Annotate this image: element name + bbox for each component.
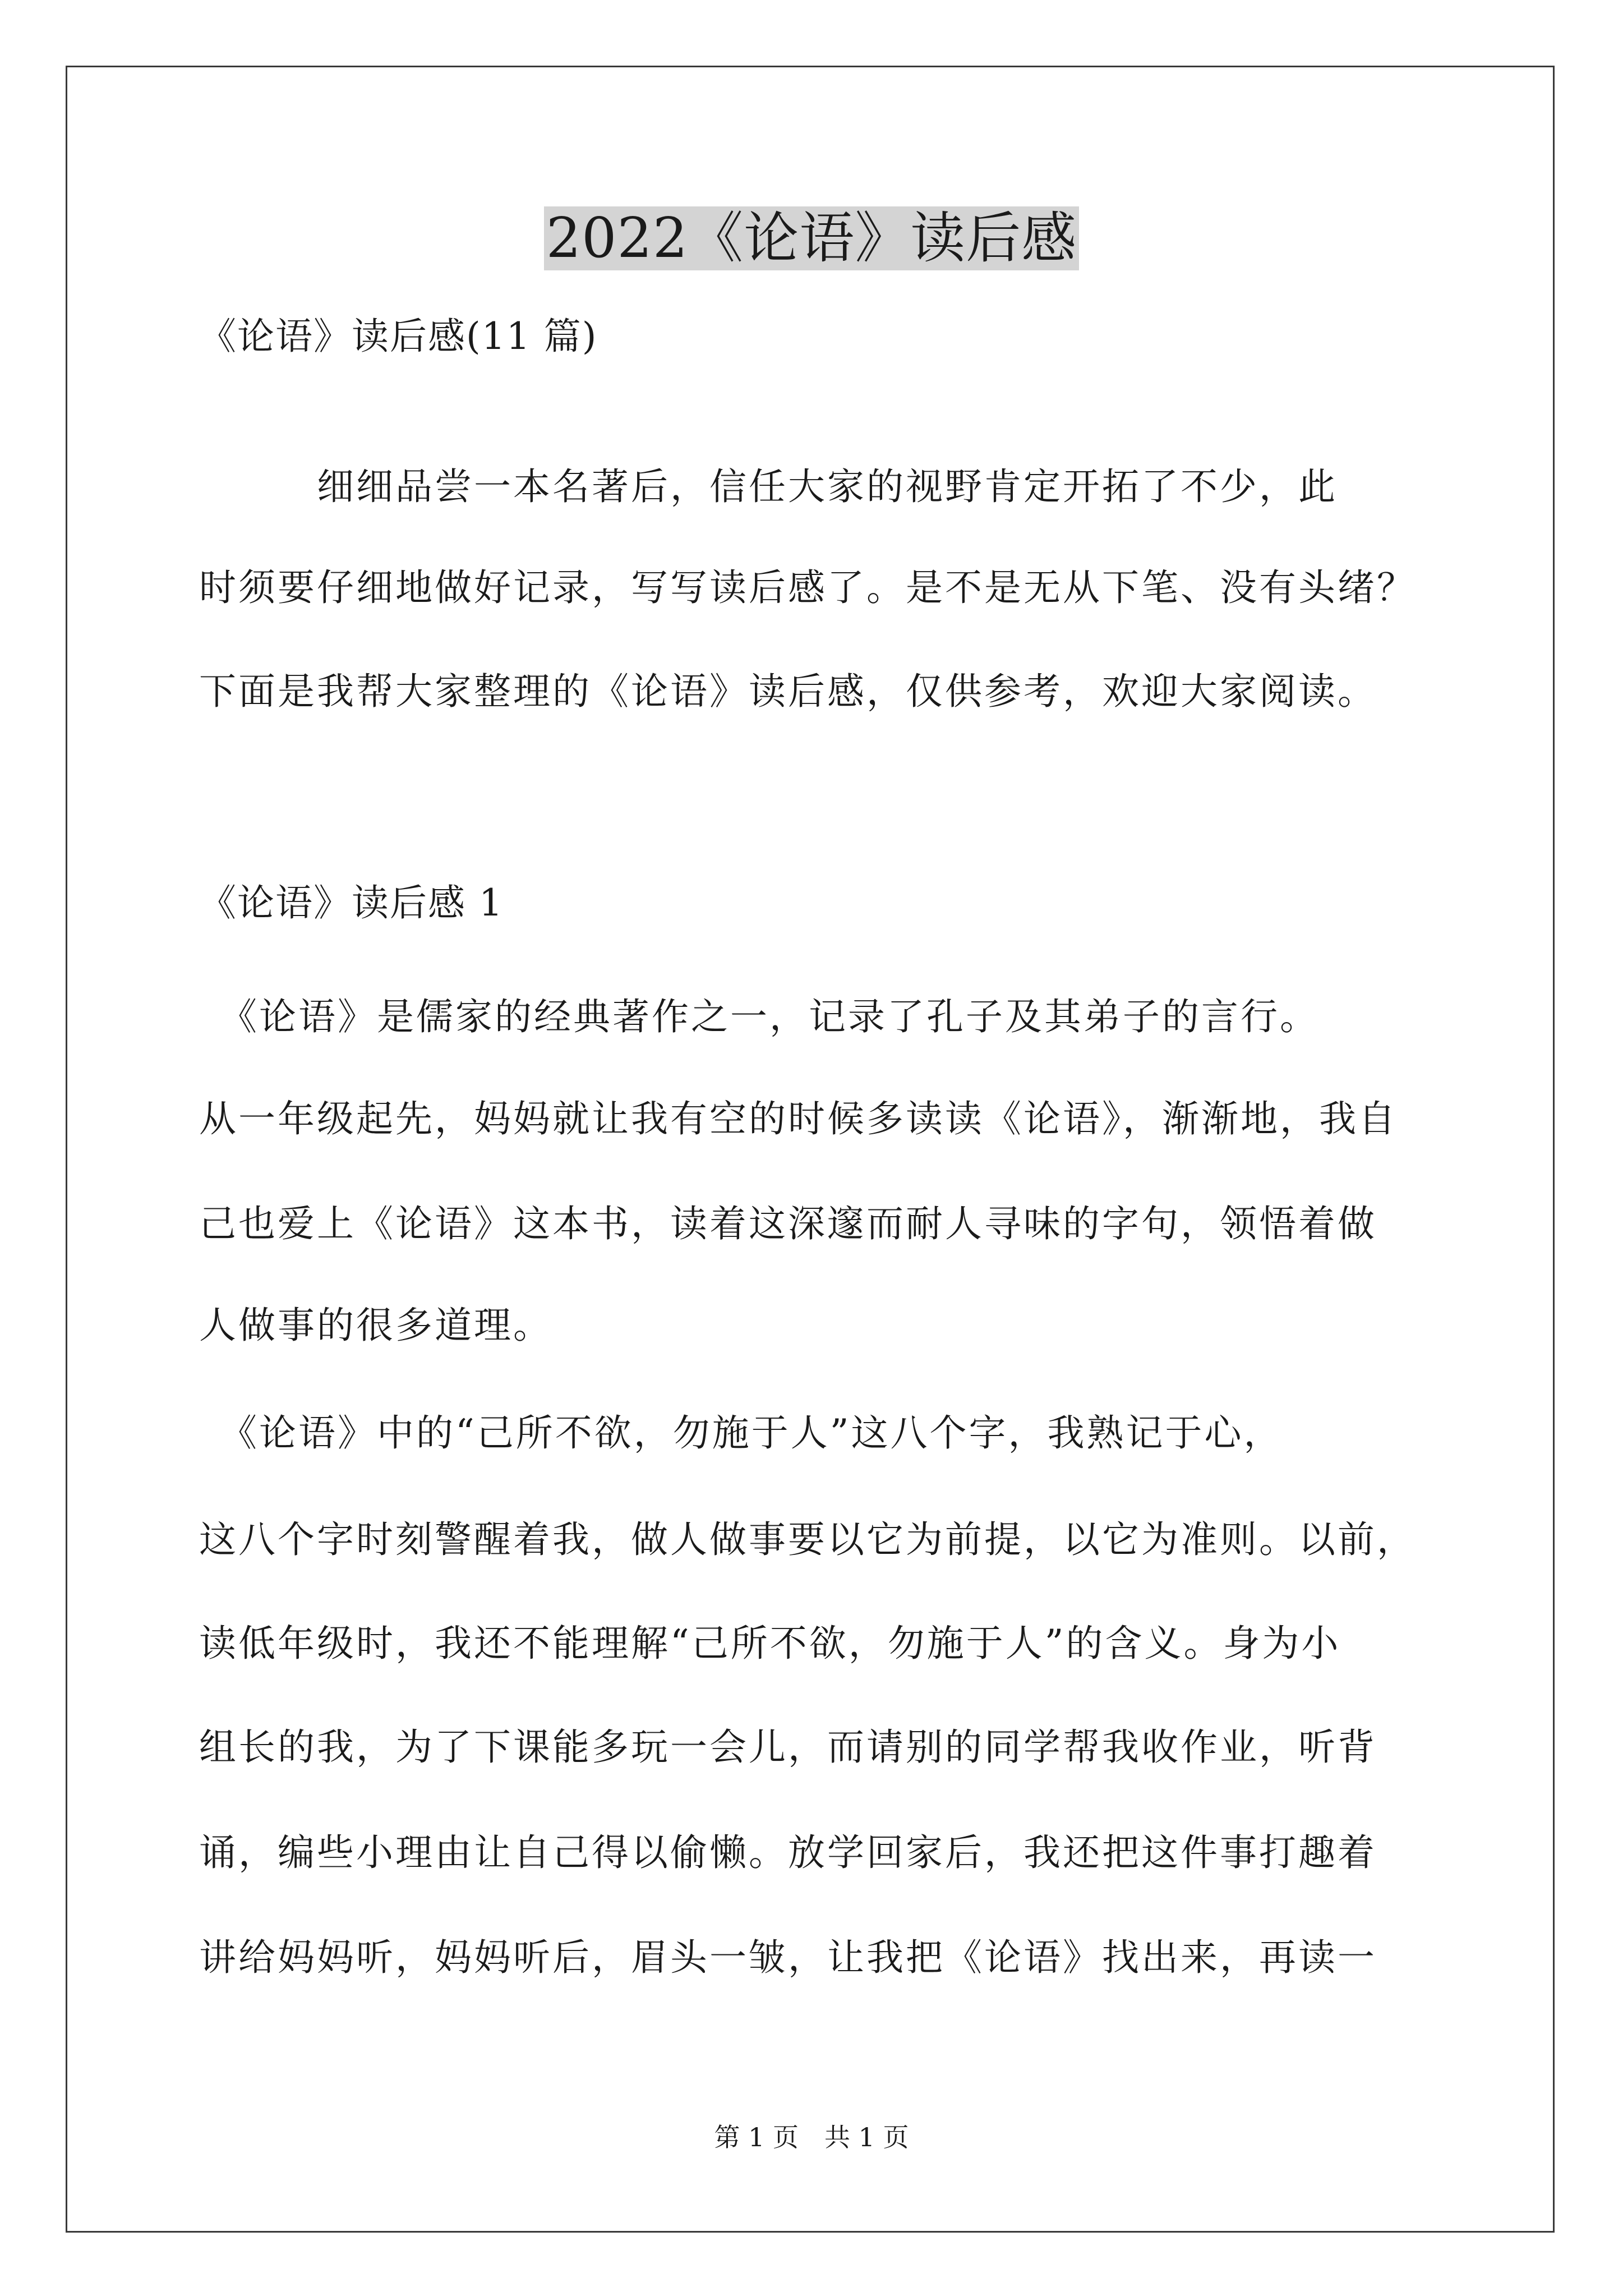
paragraph-line: 《论语》是儒家的经典著作之一，记录了孔子及其弟子的言行。 bbox=[199, 995, 1319, 1038]
intro-line: 时须要仔细地做好记录，写写读后感了。是不是无从下笔、没有头绪？ bbox=[199, 566, 1416, 609]
paragraph-line: 读低年级时，我还不能理解“己所不欲，勿施于人”的含义。身为小 bbox=[199, 1622, 1341, 1665]
document-title-text: 2022《论语》读后感 bbox=[544, 206, 1079, 270]
paragraph-line: 讲给妈妈听，妈妈听后，眉头一皱，让我把《论语》找出来，再读一 bbox=[199, 1936, 1377, 1979]
page-border bbox=[66, 66, 1555, 2233]
intro-line: 下面是我帮大家整理的《论语》读后感，仅供参考，欢迎大家阅读。 bbox=[199, 670, 1377, 713]
paragraph-line: 从一年级起先，妈妈就让我有空的时候多读读《论语》，渐渐地，我自 bbox=[199, 1097, 1398, 1140]
paragraph-line: 《论语》中的“己所不欲，勿施于人”这八个字，我熟记于心， bbox=[199, 1411, 1283, 1455]
section-heading: 《论语》读后感 1 bbox=[199, 881, 504, 924]
paragraph-line: 诵，编些小理由让自己得以偷懒。放学回家后，我还把这件事打趣着 bbox=[199, 1831, 1377, 1874]
paragraph-line: 己也爱上《论语》这本书，读着这深邃而耐人寻味的字句，领悟着做 bbox=[199, 1202, 1377, 1245]
page-number-footer: 第 1 页 共 1 页 bbox=[714, 2122, 909, 2152]
intro-line: 细细品尝一本名著后，信任大家的视野肯定开拓了不少，此 bbox=[199, 465, 1338, 508]
paragraph-line: 人做事的很多道理。 bbox=[199, 1304, 552, 1347]
document-title bbox=[0, 199, 1623, 278]
paragraph-line: 这八个字时刻警醒着我，做人做事要以它为前提，以它为准则。以前， bbox=[199, 1518, 1416, 1561]
document-subtitle: 《论语》读后感(11 篇) bbox=[199, 315, 598, 358]
paragraph-line: 组长的我，为了下课能多玩一会儿，而请别的同学帮我收作业，听背 bbox=[199, 1726, 1377, 1769]
